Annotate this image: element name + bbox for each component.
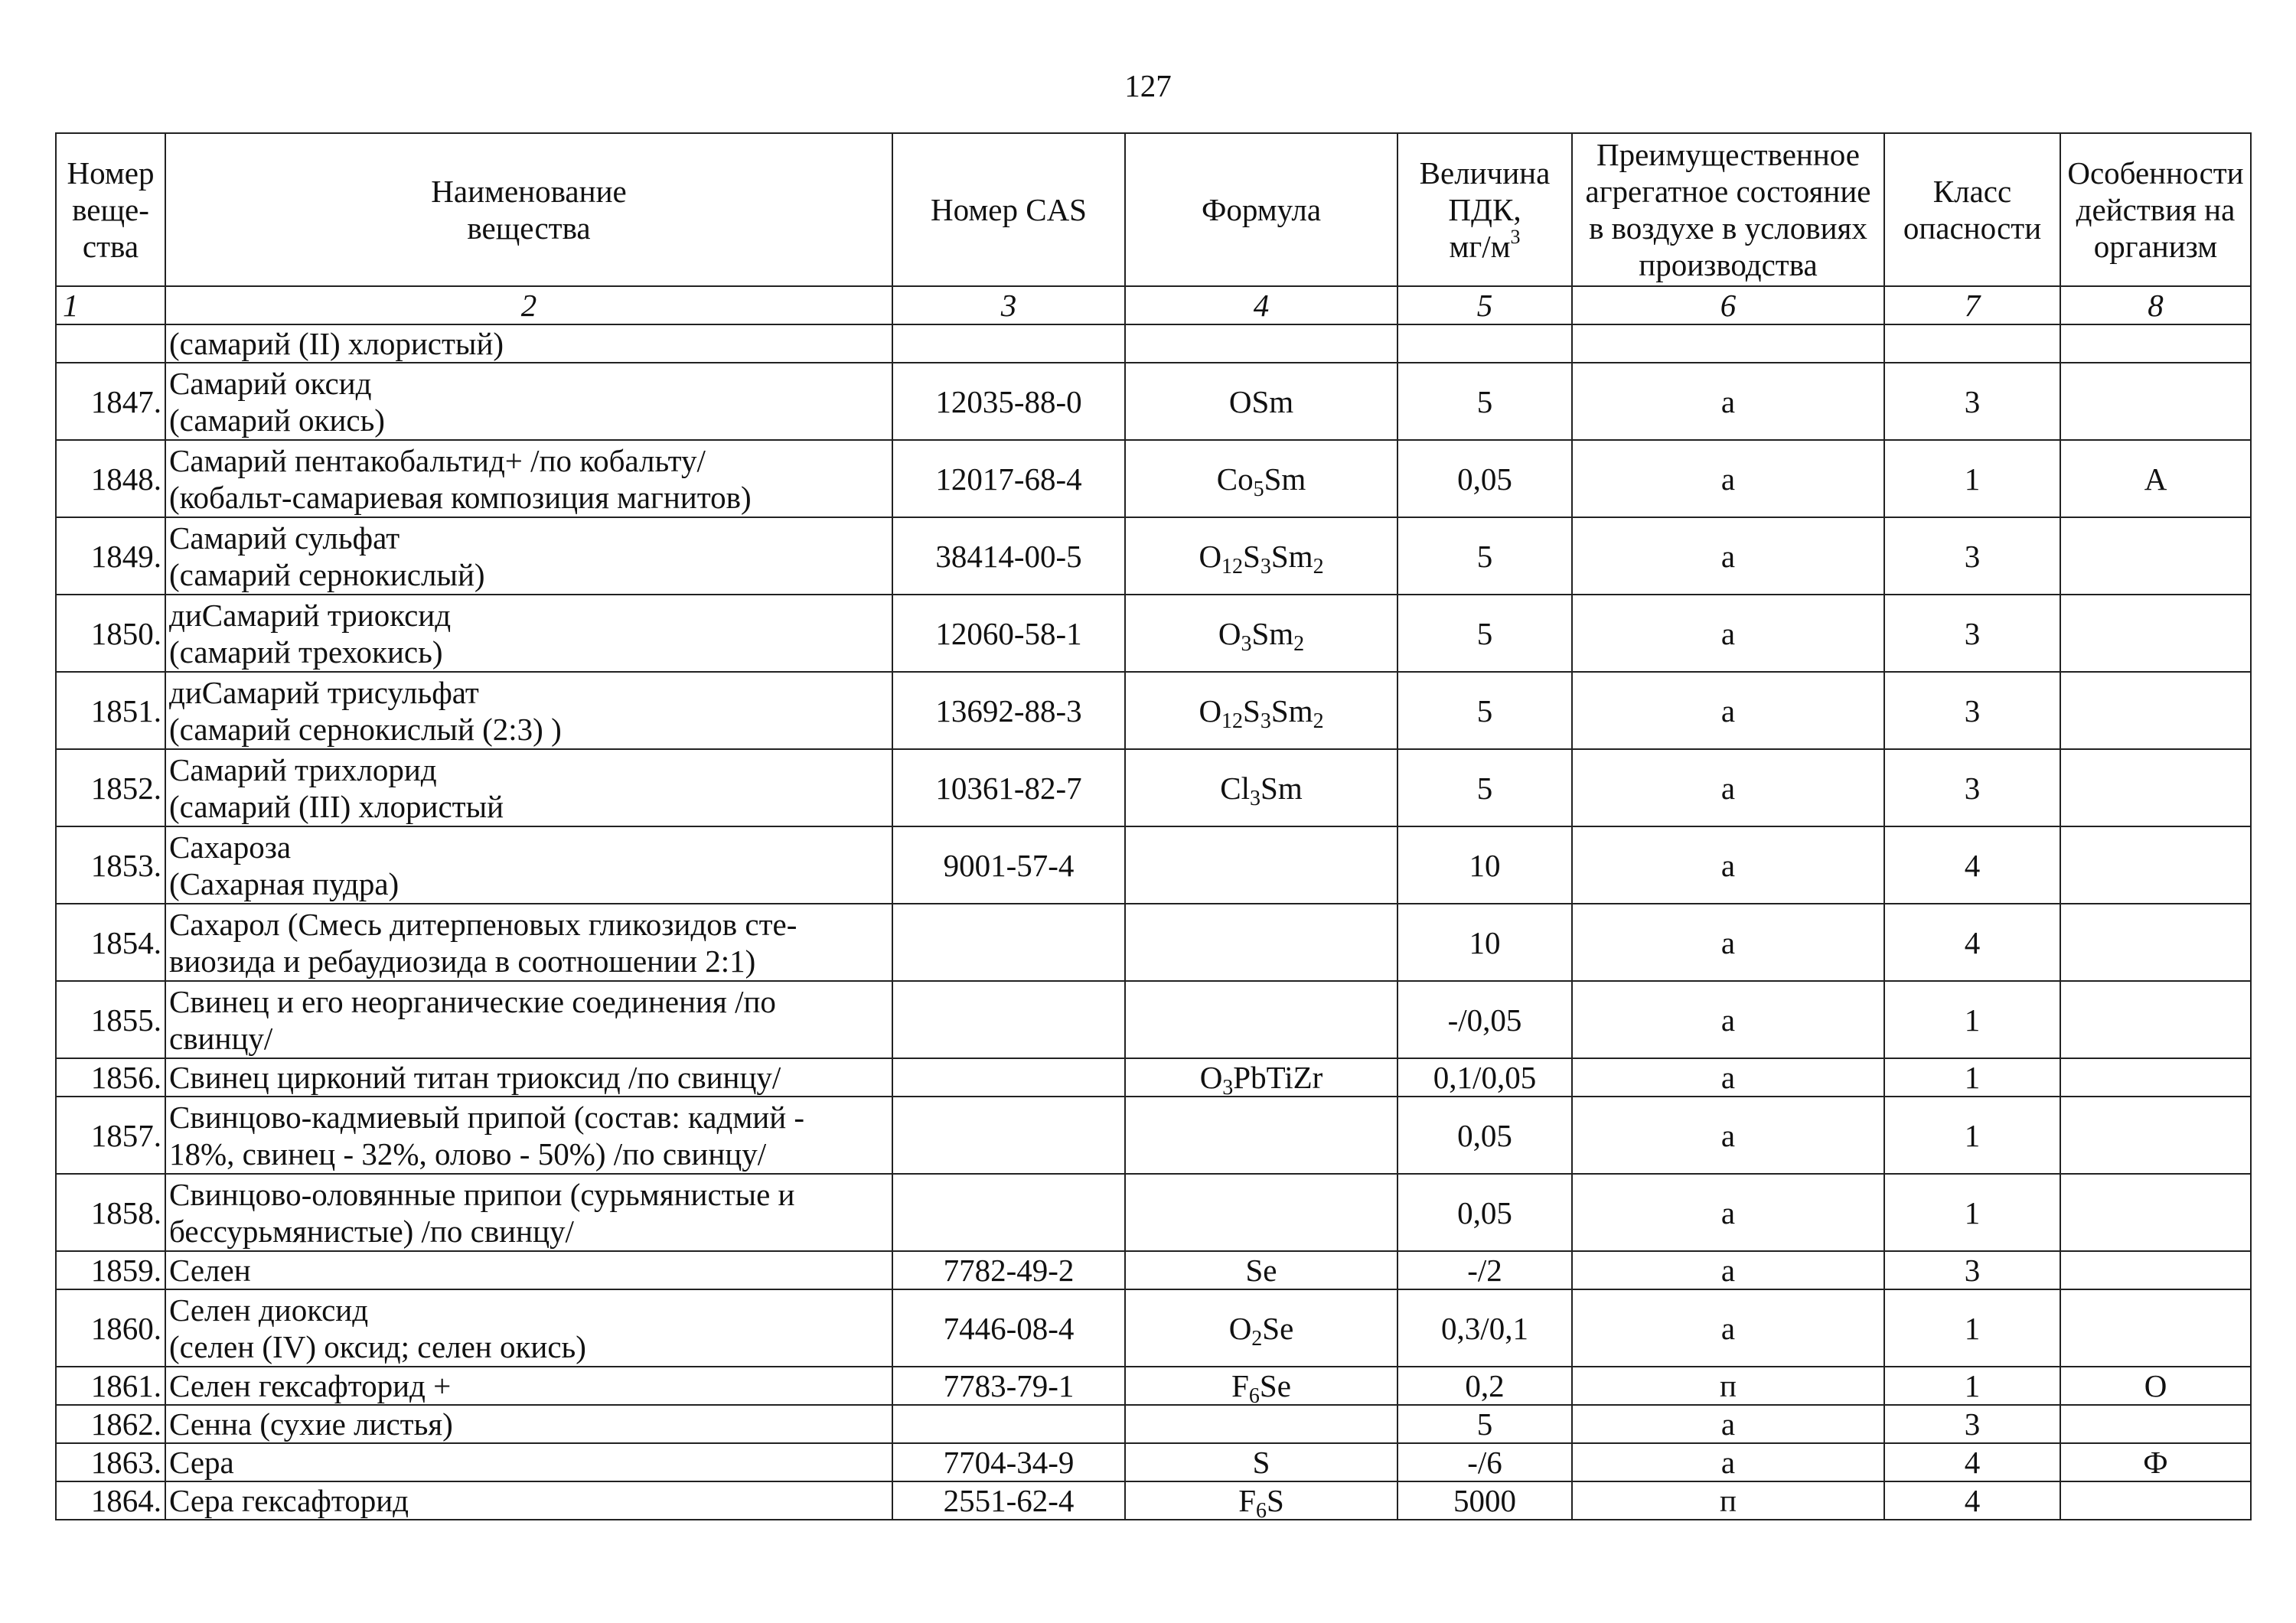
effect-feature — [2060, 1097, 2251, 1174]
substance-name-line: Сахароза — [169, 829, 292, 865]
substance-name — [165, 1174, 892, 1251]
formula-part: Cl — [1220, 770, 1251, 806]
table-row — [56, 672, 2251, 749]
table-row — [56, 1443, 2251, 1481]
hazard-class: 1 — [1884, 981, 2060, 1058]
substance-name-line: диСамарий трисульфат — [169, 674, 479, 710]
formula-subscript: 5 — [1253, 477, 1264, 501]
substance-number: 1847. — [56, 363, 165, 440]
table-body — [56, 324, 2251, 1520]
column-number: 3 — [892, 286, 1125, 324]
substance-name-line: Сенна (сухие листья) — [169, 1406, 453, 1442]
cas-number: 7446-08-4 — [892, 1289, 1125, 1367]
aggregate-state: а — [1572, 363, 1884, 440]
cas-number: 2551-62-4 — [892, 1481, 1125, 1520]
hazard-class: 3 — [1884, 1405, 2060, 1443]
header-row — [56, 133, 2251, 286]
formula-part: Se — [1259, 1368, 1291, 1403]
formula-part: S — [1267, 1483, 1284, 1518]
formula-part: Sm — [1251, 615, 1294, 651]
formula — [1125, 826, 1397, 904]
cas-number: 9001-57-4 — [892, 826, 1125, 904]
substance-name-line: (Сахарная пудра) — [169, 865, 400, 901]
substance-name — [165, 595, 892, 672]
formula — [1125, 672, 1397, 749]
substance-name-line: свинцу/ — [169, 1020, 273, 1056]
hazard-class: 3 — [1884, 672, 2060, 749]
aggregate-state: а — [1572, 1289, 1884, 1367]
column-number: 8 — [2060, 286, 2251, 324]
substance-name — [165, 826, 892, 904]
pdk-value: 10 — [1397, 904, 1572, 981]
formula-subscript: 12 — [1221, 709, 1244, 733]
substance-number: 1862. — [56, 1405, 165, 1443]
substance-name — [165, 1058, 892, 1097]
cas-number: 10361-82-7 — [892, 749, 1125, 826]
cas-number: 7704-34-9 — [892, 1443, 1125, 1481]
formula — [1125, 1058, 1397, 1097]
formula-part: O — [1199, 693, 1222, 728]
pdk-value: 5000 — [1397, 1481, 1572, 1520]
cas-number: 38414-00-5 — [892, 517, 1125, 595]
substance-name-line: Свинцово-кадмиевый припой (состав: кадмий - — [169, 1099, 805, 1135]
pdk-value: 0,05 — [1397, 1174, 1572, 1251]
table-row — [56, 904, 2251, 981]
pdk-value: 0,3/0,1 — [1397, 1289, 1572, 1367]
formula — [1125, 1174, 1397, 1251]
table-row — [56, 1367, 2251, 1405]
formula-part: S — [1243, 538, 1261, 574]
effect-feature — [2060, 826, 2251, 904]
effect-feature: Ф — [2060, 1443, 2251, 1481]
table-row — [56, 1481, 2251, 1520]
column-number: 4 — [1125, 286, 1397, 324]
column-number: 2 — [165, 286, 892, 324]
aggregate-state: а — [1572, 1251, 1884, 1289]
substance-name-line: (самарий трехокись) — [169, 634, 443, 670]
formula — [1125, 1097, 1397, 1174]
header-effect: Особенности действия на организм — [2060, 133, 2251, 286]
pdk-value: 10 — [1397, 826, 1572, 904]
effect-feature — [2060, 1251, 2251, 1289]
formula-part: Sm — [1270, 538, 1313, 574]
substance-name-line: 18%, свинец - 32%, олово - 50%) /по свинцу/ — [169, 1136, 767, 1172]
aggregate-state: а — [1572, 672, 1884, 749]
formula-subscript: 2 — [1313, 709, 1324, 733]
formula — [1125, 363, 1397, 440]
carry-over-text: (самарий (II) хлористый) — [165, 324, 892, 363]
formula-part: O — [1199, 538, 1222, 574]
substance-name-line: (кобальт-самариевая композиция магнитов) — [169, 479, 752, 515]
substance-name-line: (самарий окись) — [169, 402, 385, 438]
aggregate-state: а — [1572, 826, 1884, 904]
substance-number: 1859. — [56, 1251, 165, 1289]
substances-table — [55, 132, 2252, 1520]
cas-number — [892, 1174, 1125, 1251]
formula-part: Co — [1216, 461, 1254, 497]
pdk-value: 5 — [1397, 595, 1572, 672]
formula — [1125, 517, 1397, 595]
substance-name — [165, 363, 892, 440]
formula-part: Sm — [1264, 461, 1306, 497]
substance-number: 1864. — [56, 1481, 165, 1520]
table-row — [56, 1097, 2251, 1174]
table-row — [56, 363, 2251, 440]
pdk-value: -/0,05 — [1397, 981, 1572, 1058]
substance-name-line: Свинец цирконий титан триоксид /по свинцу/ — [169, 1060, 781, 1095]
hazard-class: 4 — [1884, 826, 2060, 904]
formula-subscript: 3 — [1260, 709, 1271, 733]
substance-number: 1860. — [56, 1289, 165, 1367]
pdk-value: 0,2 — [1397, 1367, 1572, 1405]
substance-name-line: Самарий пентакобальтид+ /по кобальту/ — [169, 442, 706, 478]
substance-number: 1849. — [56, 517, 165, 595]
substance-name — [165, 1405, 892, 1443]
substance-number: 1854. — [56, 904, 165, 981]
substance-name-line: Свинец и его неорганические соединения /по — [169, 983, 776, 1019]
cas-number — [892, 1058, 1125, 1097]
page-number: 127 — [1124, 68, 1172, 103]
substance-number: 1852. — [56, 749, 165, 826]
header-pdk: Величина ПДК, $мг/м^3$ — [1397, 133, 1572, 286]
hazard-class: 4 — [1884, 904, 2060, 981]
formula — [1125, 904, 1397, 981]
effect-feature — [2060, 672, 2251, 749]
table-row — [56, 826, 2251, 904]
substance-name-line: Сахарол (Смесь дитерпеновых гликозидов сте- — [169, 906, 797, 942]
substance-number: 1855. — [56, 981, 165, 1058]
aggregate-state: а — [1572, 904, 1884, 981]
hazard-class: 3 — [1884, 363, 2060, 440]
formula — [1125, 981, 1397, 1058]
substance-name — [165, 981, 892, 1058]
substance-name-line: Сера — [169, 1445, 234, 1480]
effect-feature — [2060, 363, 2251, 440]
cas-number: 12035-88-0 — [892, 363, 1125, 440]
cas-number: 12017-68-4 — [892, 440, 1125, 517]
table-row — [56, 981, 2251, 1058]
hazard-class: 3 — [1884, 749, 2060, 826]
formula-subscript: 2 — [1251, 1326, 1263, 1351]
substance-name-line: Сера гексафторид — [169, 1483, 409, 1518]
substance-name-line: Селен — [169, 1253, 251, 1288]
cas-number — [892, 1097, 1125, 1174]
substance-number: 1861. — [56, 1367, 165, 1405]
formula-part: S — [1243, 693, 1261, 728]
formula-subscript: 2 — [1293, 631, 1305, 656]
formula — [1125, 1405, 1397, 1443]
substance-name-line: диСамарий триоксид — [169, 597, 452, 633]
header-cas: Номер CAS — [892, 133, 1125, 286]
aggregate-state: а — [1572, 440, 1884, 517]
pdk-value: 5 — [1397, 517, 1572, 595]
aggregate-state: а — [1572, 981, 1884, 1058]
formula-part: S — [1252, 1445, 1270, 1480]
substance-name — [165, 1481, 892, 1520]
cas-number — [892, 904, 1125, 981]
cas-number: 7782-49-2 — [892, 1251, 1125, 1289]
table-row — [56, 1251, 2251, 1289]
formula — [1125, 595, 1397, 672]
column-number: 1 — [56, 286, 165, 324]
effect-feature: О — [2060, 1367, 2251, 1405]
aggregate-state: а — [1572, 1405, 1884, 1443]
substance-name-line: (самарий (III) хлористый — [169, 788, 504, 824]
header-number: Номер веще- ства — [56, 133, 165, 286]
formula — [1125, 1367, 1397, 1405]
substance-name — [165, 1289, 892, 1367]
substance-number: 1856. — [56, 1058, 165, 1097]
column-number: 6 — [1572, 286, 1884, 324]
header-state: Преимущественное агрегатное состояние в воздухе в условиях производства — [1572, 133, 1884, 286]
cas-number: 7783-79-1 — [892, 1367, 1125, 1405]
substance-number: 1851. — [56, 672, 165, 749]
cas-number — [892, 981, 1125, 1058]
effect-feature — [2060, 904, 2251, 981]
header-formula: Формула — [1125, 133, 1397, 286]
substance-name — [165, 440, 892, 517]
substance-name-line: Самарий оксид — [169, 365, 372, 401]
formula-subscript: 6 — [1248, 1384, 1260, 1405]
substance-name — [165, 904, 892, 981]
formula-part: F — [1238, 1483, 1256, 1518]
formula-subscript: 12 — [1221, 554, 1244, 578]
table-row — [56, 595, 2251, 672]
table-row — [56, 1174, 2251, 1251]
substance-name-line: виозида и ребаудиозида в соотношении 2:1) — [169, 943, 756, 979]
substance-name-line: Селен гексафторид + — [169, 1368, 452, 1403]
formula-subscript: 3 — [1241, 631, 1252, 656]
hazard-class: 1 — [1884, 1097, 2060, 1174]
formula-part: PbTiZr — [1233, 1060, 1323, 1095]
hazard-class: 3 — [1884, 517, 2060, 595]
substance-name — [165, 749, 892, 826]
aggregate-state: а — [1572, 1058, 1884, 1097]
effect-feature: А — [2060, 440, 2251, 517]
hazard-class: 4 — [1884, 1443, 2060, 1481]
effect-feature — [2060, 981, 2251, 1058]
header-name: Наименование вещества — [165, 133, 892, 286]
effect-feature — [2060, 595, 2251, 672]
pdk-value: 5 — [1397, 363, 1572, 440]
pdk-value: 0,1/0,05 — [1397, 1058, 1572, 1097]
substance-name-line: Селен диоксид — [169, 1292, 369, 1328]
formula-part: OSm — [1228, 383, 1294, 419]
table-row — [56, 1058, 2251, 1097]
formula-subscript: 3 — [1250, 786, 1261, 810]
substance-number: 1853. — [56, 826, 165, 904]
aggregate-state: а — [1572, 1097, 1884, 1174]
substance-number: 1848. — [56, 440, 165, 517]
effect-feature — [2060, 1481, 2251, 1520]
column-number: 7 — [1884, 286, 2060, 324]
substance-name — [165, 1251, 892, 1289]
cas-number — [892, 1405, 1125, 1443]
table-row — [56, 1289, 2251, 1367]
column-number: 5 — [1397, 286, 1572, 324]
effect-feature — [2060, 517, 2251, 595]
pdk-value: 0,05 — [1397, 1097, 1572, 1174]
aggregate-state: п — [1572, 1367, 1884, 1405]
substance-name-line: Самарий сульфат — [169, 520, 400, 556]
aggregate-state: а — [1572, 517, 1884, 595]
substance-number: 1863. — [56, 1443, 165, 1481]
formula — [1125, 1443, 1397, 1481]
formula-subscript: 2 — [1313, 554, 1324, 578]
formula — [1125, 440, 1397, 517]
formula-part: O — [1218, 615, 1241, 651]
substance-number: 1850. — [56, 595, 165, 672]
table-row — [56, 517, 2251, 595]
substance-name — [165, 1097, 892, 1174]
hazard-class: 3 — [1884, 1251, 2060, 1289]
substance-name — [165, 517, 892, 595]
pdk-value: -/6 — [1397, 1443, 1572, 1481]
substance-name-line: бессурьмянистые) /по свинцу/ — [169, 1213, 574, 1249]
hazard-class: 3 — [1884, 595, 2060, 672]
substance-name — [165, 1367, 892, 1405]
formula-subscript: 6 — [1256, 1499, 1267, 1520]
column-number-row — [56, 286, 2251, 324]
header-class: Класс опасности — [1884, 133, 2060, 286]
substance-name-line: (самарий сернокислый (2:3) ) — [169, 711, 562, 747]
formula-subscript: 3 — [1260, 554, 1271, 578]
aggregate-state: а — [1572, 749, 1884, 826]
hazard-class: 1 — [1884, 1174, 2060, 1251]
substance-name-line: Самарий трихлорид — [169, 751, 437, 787]
cas-number: 12060-58-1 — [892, 595, 1125, 672]
aggregate-state: п — [1572, 1481, 1884, 1520]
aggregate-state: а — [1572, 1443, 1884, 1481]
pdk-value: 5 — [1397, 672, 1572, 749]
hazard-class: 1 — [1884, 1367, 2060, 1405]
formula-part: Sm — [1261, 770, 1303, 806]
hazard-class: 1 — [1884, 1058, 2060, 1097]
formula — [1125, 1289, 1397, 1367]
formula — [1125, 749, 1397, 826]
substance-name-line: Свинцово-оловянные припои (сурьмянистые и — [169, 1176, 795, 1212]
substance-name-line: (самарий сернокислый) — [169, 556, 485, 592]
substance-number: 1857. — [56, 1097, 165, 1174]
effect-feature — [2060, 1405, 2251, 1443]
pdk-value: -/2 — [1397, 1251, 1572, 1289]
pdk-value: 5 — [1397, 1405, 1572, 1443]
table-row — [56, 749, 2251, 826]
formula-part: O — [1199, 1060, 1223, 1095]
formula-part: Se — [1262, 1310, 1294, 1346]
substance-name — [165, 1443, 892, 1481]
hazard-class: 1 — [1884, 440, 2060, 517]
substance-name-line: (селен (IV) оксид; селен окись) — [169, 1328, 586, 1364]
effect-feature — [2060, 1058, 2251, 1097]
cas-number: 13692-88-3 — [892, 672, 1125, 749]
formula-part: O — [1228, 1310, 1252, 1346]
aggregate-state: а — [1572, 1174, 1884, 1251]
effect-feature — [2060, 749, 2251, 826]
substance-name — [165, 672, 892, 749]
effect-feature — [2060, 1289, 2251, 1367]
table-row — [56, 1405, 2251, 1443]
pdk-value: 0,05 — [1397, 440, 1572, 517]
formula-part: Sm — [1270, 693, 1313, 728]
formula-subscript: 3 — [1222, 1076, 1234, 1097]
hazard-class: 1 — [1884, 1289, 2060, 1367]
hazard-class: 4 — [1884, 1481, 2060, 1520]
aggregate-state: а — [1572, 595, 1884, 672]
table-row — [56, 440, 2251, 517]
formula-part: Se — [1245, 1253, 1277, 1288]
substance-number: 1858. — [56, 1174, 165, 1251]
formula-part: F — [1231, 1368, 1249, 1403]
pdk-value: 5 — [1397, 749, 1572, 826]
carry-over-row — [56, 324, 2251, 363]
effect-feature — [2060, 1174, 2251, 1251]
formula — [1125, 1251, 1397, 1289]
formula — [1125, 1481, 1397, 1520]
